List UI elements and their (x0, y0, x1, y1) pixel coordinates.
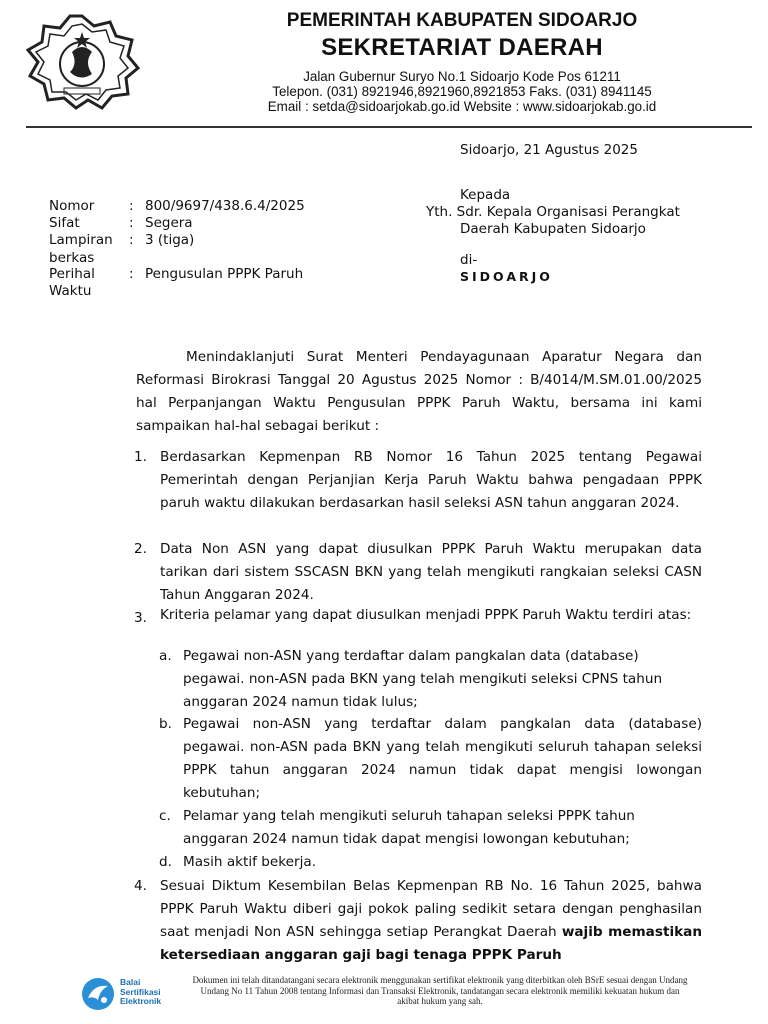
meta-value: 800/9697/438.6.4/2025 (145, 198, 305, 214)
meta-lampiran (49, 232, 194, 249)
recipient-name: Yth. Sdr. Kepala Organisasi Perangkat (426, 204, 680, 220)
sub-letter: c. (159, 808, 171, 824)
list-text-regular: Sesuai Diktum Kesembilan Belas Kepmenpan RB No. 16 Tahun 2025, bahwa PPPK Paruh Waktu diberi gaji pokok paling sedikit setara dengan penghasilan saat menjadi Non ASN sehingga setiap Perangkat Daerah (160, 878, 702, 940)
meta-perihal-cont: Waktu (49, 283, 92, 299)
meta-value: 3 (tiga) (145, 232, 195, 248)
sub-text: Masih aktif bekerja. (183, 854, 317, 870)
sub-text: Pegawai non-ASN yang terdaftar dalam pangkalan data (database) pegawai. non-ASN pada BKN yang telah mengikuti seleksi CPNS tahun anggaran 2024 namun tidak lulus; (183, 648, 663, 710)
recipient-city: SIDOARJO (460, 269, 553, 284)
list-text-bold: wajib memastikan ketersediaan anggaran gaji bagi tenaga PPPK Paruh (160, 924, 702, 963)
bsre-label (120, 978, 161, 1007)
meta-colon: : (129, 215, 134, 231)
meta-label: Nomor (49, 198, 95, 214)
meta-label: Lampiran (49, 232, 113, 248)
meta-colon: : (129, 198, 134, 214)
bsre-logo-icon (80, 976, 116, 1012)
sidoarjo-crest-icon (22, 12, 142, 112)
recipient-name-cont: Daerah Kabupaten Sidoarjo (460, 221, 646, 237)
footer-esign-note: Dokumen ini telah ditandatangani secara elektronik menggunakan sertifikat elektronik yang diterbitkan oleh BSrE sesuai dengan Undang Undang No 11 Tahun 2008 tentang Informasi dan Transaksi Elektronik, tandatangan secara elektronik memiliki kekuatan hukum dan akibat hukum yang sah. (192, 975, 688, 1006)
meta-label: Perihal (49, 266, 95, 282)
meta-perihal (49, 266, 303, 283)
list-number: 4. (134, 878, 147, 894)
letterhead-divider (26, 126, 752, 128)
bsre-label-line: Elektronik (120, 996, 162, 1006)
meta-nomor (49, 198, 305, 215)
letterhead-phone: Telepon. (031) 8921946,8921960,8921853 Faks. (031) 8941145 (272, 84, 652, 99)
letterhead-government: PEMERINTAH KABUPATEN SIDOARJO (286, 10, 638, 31)
recipient-di: di- (460, 252, 478, 268)
sub-letter: d. (159, 854, 172, 870)
meta-colon: : (129, 266, 134, 282)
letterhead-address: Jalan Gubernur Suryo No.1 Sidoarjo Kode Pos 61211 (303, 69, 621, 84)
sub-letter: b. (159, 716, 172, 732)
list-number: 1. (134, 449, 147, 465)
meta-value: Pengusulan PPPK Paruh (145, 266, 304, 282)
list-number: 2. (134, 541, 147, 557)
meta-label: Sifat (49, 215, 80, 231)
sub-text: Pegawai non-ASN yang terdaftar dalam pangkalan data (database) pegawai. non-ASN pada BKN yang telah mengikuti seluruh tahapan seleksi PPPK tahun anggaran 2024 namun tidak dapat mengisi lowongan kebutuhan; (183, 716, 702, 801)
meta-sifat (49, 215, 193, 232)
meta-colon: : (129, 232, 134, 248)
meta-lampiran-cont: berkas (49, 250, 95, 266)
letterhead-office: SEKRETARIAT DAERAH (321, 34, 603, 61)
sub-text: Pelamar yang telah mengikuti seluruh tahapan seleksi PPPK tahun anggaran 2024 namun tidak dapat mengisi lowongan kebutuhan; (183, 808, 635, 847)
sub-letter: a. (159, 648, 172, 664)
list-text (160, 875, 702, 967)
list-text: Data Non ASN yang dapat diusulkan PPPK Paruh Waktu merupakan data tarikan dari sistem SSCASN BKN yang telah mengikuti rangkaian seleksi CASN Tahun Anggaran 2024. (160, 541, 702, 603)
meta-value: Segera (145, 215, 193, 231)
bsre-label-line: Balai (120, 977, 141, 987)
bsre-label-line: Sertifikasi (120, 986, 161, 997)
letterhead-contact: Email : setda@sidoarjokab.go.id Website : www.sidoarjokab.go.id (267, 99, 657, 114)
intro-paragraph: Menindaklanjuti Surat Menteri Pendayagunaan Aparatur Negara dan Reformasi Birokrasi Tanggal 20 Agustus 2025 Nomor : B/4014/M.SM.01.00/2025 hal Perpanjangan Waktu Pengusulan PPPK Paruh Waktu, bersama ini kami sampaikan hal-hal sebagai berikut : (136, 349, 702, 434)
list-text: Berdasarkan Kepmenpan RB Nomor 16 Tahun 2025 tentang Pegawai Pemerintah dengan Perjanjian Kerja Paruh Waktu bahwa pengadaan PPPK paruh waktu dilakukan berdasarkan hasil seleksi ASN tahun anggaran 2024. (160, 449, 702, 511)
list-text: Kriteria pelamar yang dapat diusulkan menjadi PPPK Paruh Waktu terdiri atas: (160, 607, 692, 623)
recipient-kepada: Kepada (460, 187, 511, 203)
list-number: 3. (134, 610, 147, 626)
letter-date: Sidoarjo, 21 Agustus 2025 (460, 142, 638, 158)
